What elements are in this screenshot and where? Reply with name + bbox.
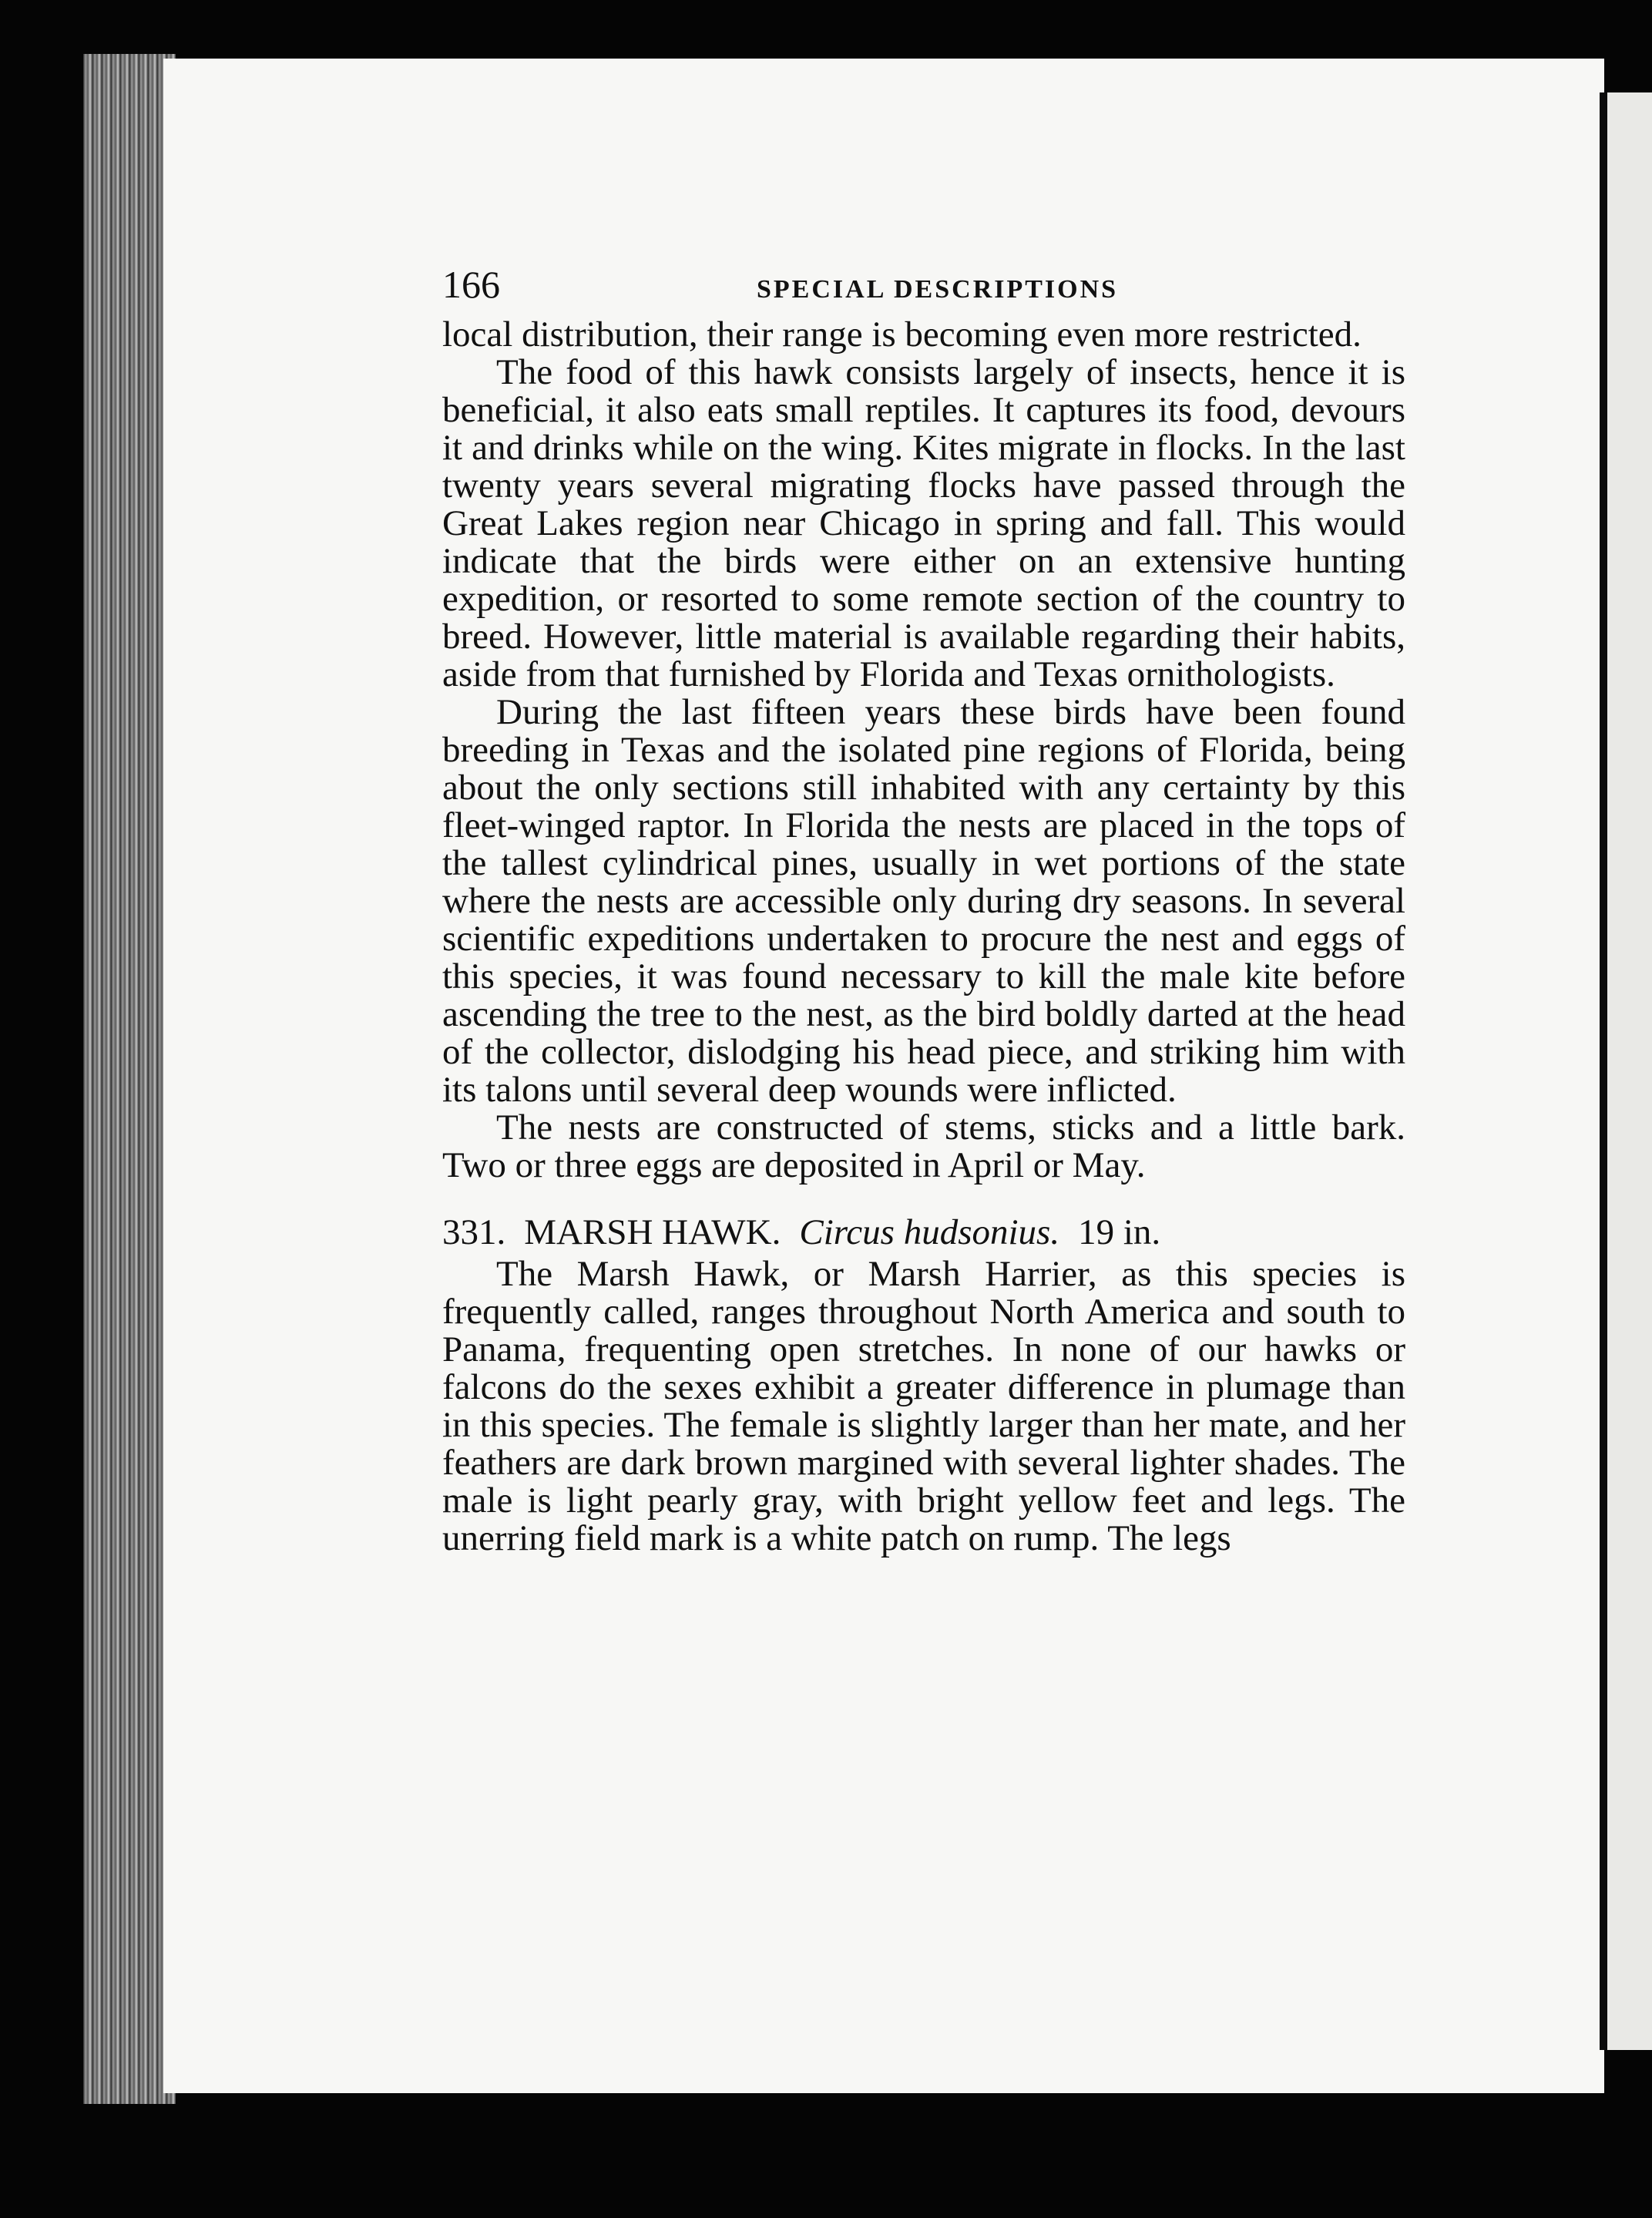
facing-page-edge [1607, 92, 1652, 2050]
paragraph-continuation: local distribution, their range is becoming even more restricted. [442, 314, 1362, 355]
running-head [442, 262, 1405, 316]
page-number: 166 [442, 263, 500, 306]
running-title: SPECIAL DESCRIPTIONS [757, 275, 1119, 304]
paragraph-marsh-hawk: The Marsh Hawk, or Marsh Harrier, as this species is frequently called, ranges throughout North America and south to Panama, frequenting open stretches. In none of our hawks or falcons do the sexes exhibit a greater difference in plumage than in this species. The female is slightly larger than her mate, and her feathers are dark brown margined with several lighter shades. The male is light pearly gray, with bright yellow feet and legs. The unerring field mark is a white patch on rump. The legs [442, 1254, 1405, 1558]
book-page-edges [83, 54, 176, 2104]
paragraph-food: The food of this hawk consists largely of insects, hence it is beneficial, it also eats small reptiles. It captures its food, devours it and drinks while on the wing. Kites migrate in flocks. In the last twenty years several migrating flocks have passed through the Great Lakes region near Chicago in spring and fall. This would indicate that the birds were either on an extensive hunting expedition, or resorted to some remote section of the country to breed. However, little material is available regarding their habits, aside from that furnished by Florida and Texas ornithologists. [442, 352, 1405, 694]
paragraph-nests: The nests are constructed of stems, sticks and a little bark. Two or three eggs are deposited in April or May. [442, 1107, 1405, 1185]
paragraph-breeding: During the last fifteen years these birds have been found breeding in Texas and the isolated pine regions of Florida, being about the only sections still inhabited with any certainty by this fleet-winged raptor. In Florida the nests are placed in the tops of the tallest cylindrical pines, usually in wet portions of the state where the nests are accessible only during dry seasons. In several scientific expeditions undertaken to procure the nest and eggs of this species, it was found necessary to kill the male kite before ascending the tree to the nest, as the bird boldly darted at the head of the collector, dislodging his head piece, and striking him with its talons until several deep wounds were inflicted. [442, 692, 1405, 1110]
species-heading [442, 1209, 1405, 1255]
species-size: 19 in. [1078, 1212, 1161, 1252]
page-text-block [442, 262, 1405, 1558]
species-number: 331. [442, 1212, 506, 1252]
species-scientific-name: Circus hudsonius. [799, 1212, 1060, 1252]
species-common-name: MARSH HAWK. [524, 1212, 781, 1252]
body-text [442, 316, 1405, 1558]
page-gutter-shadow [1600, 92, 1607, 2050]
